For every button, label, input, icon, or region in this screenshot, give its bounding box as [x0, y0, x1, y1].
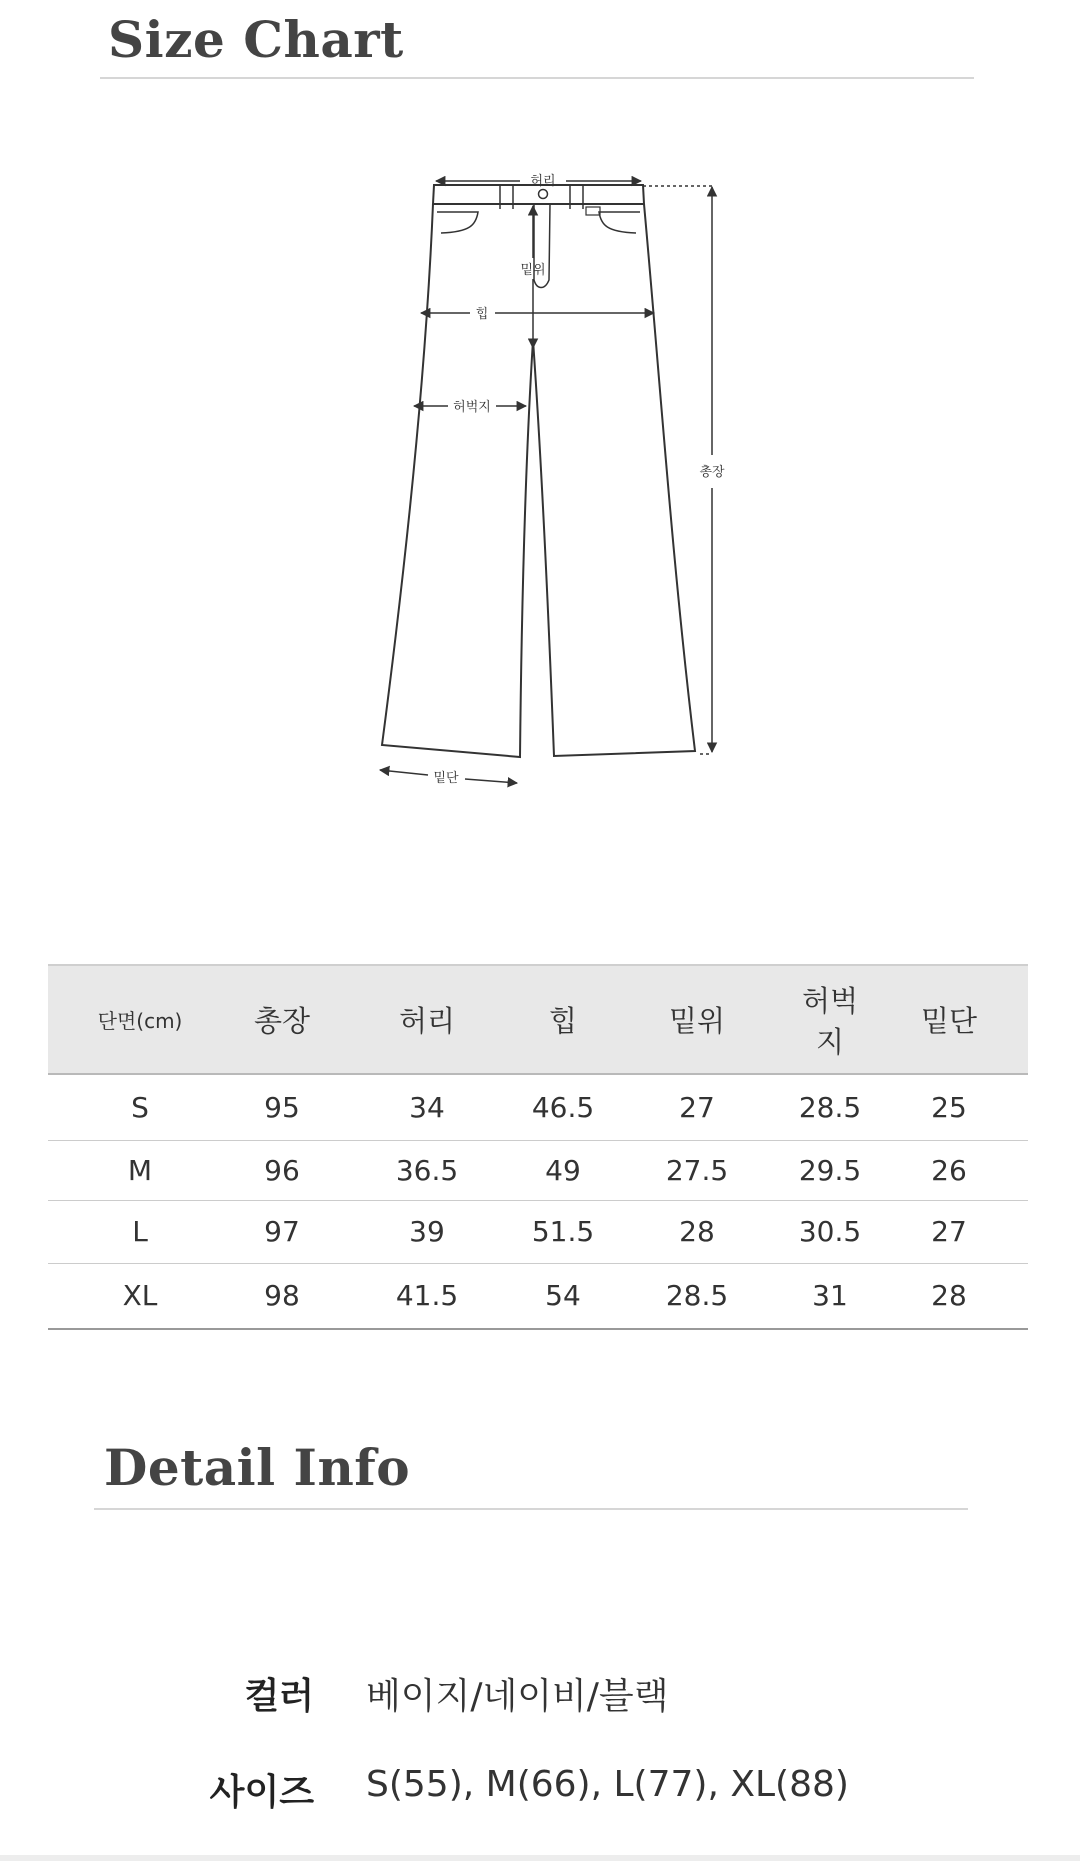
table-cell: 30.5	[790, 1200, 870, 1263]
table-cell: 31	[790, 1263, 870, 1329]
table-cell: 46.5	[522, 1074, 604, 1140]
header-rise: 밑위	[604, 965, 790, 1074]
thigh-label: 허벅지	[453, 400, 491, 415]
table-cell: 28.5	[790, 1074, 870, 1140]
table-cell: 25	[870, 1074, 1028, 1140]
table-cell: 28	[604, 1200, 790, 1263]
table-row	[48, 1074, 1028, 1140]
header-waist: 허리	[332, 965, 522, 1074]
waist-label: 허리	[530, 174, 556, 189]
bottom-divider	[0, 1855, 1080, 1861]
hem-label: 밑단	[433, 771, 459, 786]
detail-info-title: Detail Info	[104, 1438, 411, 1497]
table-cell: 27	[870, 1200, 1028, 1263]
table-cell: XL	[48, 1263, 232, 1329]
header-total-length: 총장	[232, 965, 332, 1074]
header-hem: 밑단	[870, 965, 1028, 1074]
detail-info-divider	[94, 1508, 968, 1510]
color-label: 컬러	[244, 1676, 314, 1717]
table-row	[48, 1140, 1028, 1200]
table-cell: 49	[522, 1140, 604, 1200]
color-info-row	[0, 1668, 1080, 1728]
header-hip: 힙	[522, 965, 604, 1074]
table-cell: 28	[870, 1263, 1028, 1329]
pants-measurement-diagram	[0, 150, 1080, 810]
size-value: S(55), M(66), L(77), XL(88)	[366, 1764, 849, 1805]
size-chart-title: Size Chart	[108, 10, 404, 69]
header-section: 단면(cm)	[48, 965, 232, 1074]
table-cell: 29.5	[790, 1140, 870, 1200]
size-label: 사이즈	[209, 1772, 314, 1813]
table-row	[48, 1200, 1028, 1263]
size-chart-divider	[100, 77, 974, 79]
table-cell: M	[48, 1140, 232, 1200]
table-cell: 41.5	[332, 1263, 522, 1329]
table-row	[48, 1263, 1028, 1329]
header-thigh: 허벅지	[790, 965, 870, 1074]
table-cell: S	[48, 1074, 232, 1140]
table-cell: 27.5	[604, 1140, 790, 1200]
size-table	[48, 964, 1028, 1330]
table-cell: 39	[332, 1200, 522, 1263]
table-cell: 34	[332, 1074, 522, 1140]
table-cell: 36.5	[332, 1140, 522, 1200]
table-cell: 27	[604, 1074, 790, 1140]
size-info-row	[0, 1764, 1080, 1824]
table-cell: 95	[232, 1074, 332, 1140]
table-cell: 97	[232, 1200, 332, 1263]
table-cell: 26	[870, 1140, 1028, 1200]
color-value: 베이지/네이비/블랙	[366, 1676, 669, 1717]
table-cell: 54	[522, 1263, 604, 1329]
hip-label: 힙	[475, 307, 489, 322]
table-cell: 96	[232, 1140, 332, 1200]
table-cell: L	[48, 1200, 232, 1263]
total-length-label: 총장	[699, 465, 725, 480]
size-table-header	[48, 965, 1028, 1074]
rise-label: 밑위	[520, 263, 546, 278]
table-cell: 98	[232, 1263, 332, 1329]
table-cell: 51.5	[522, 1200, 604, 1263]
table-cell: 28.5	[604, 1263, 790, 1329]
